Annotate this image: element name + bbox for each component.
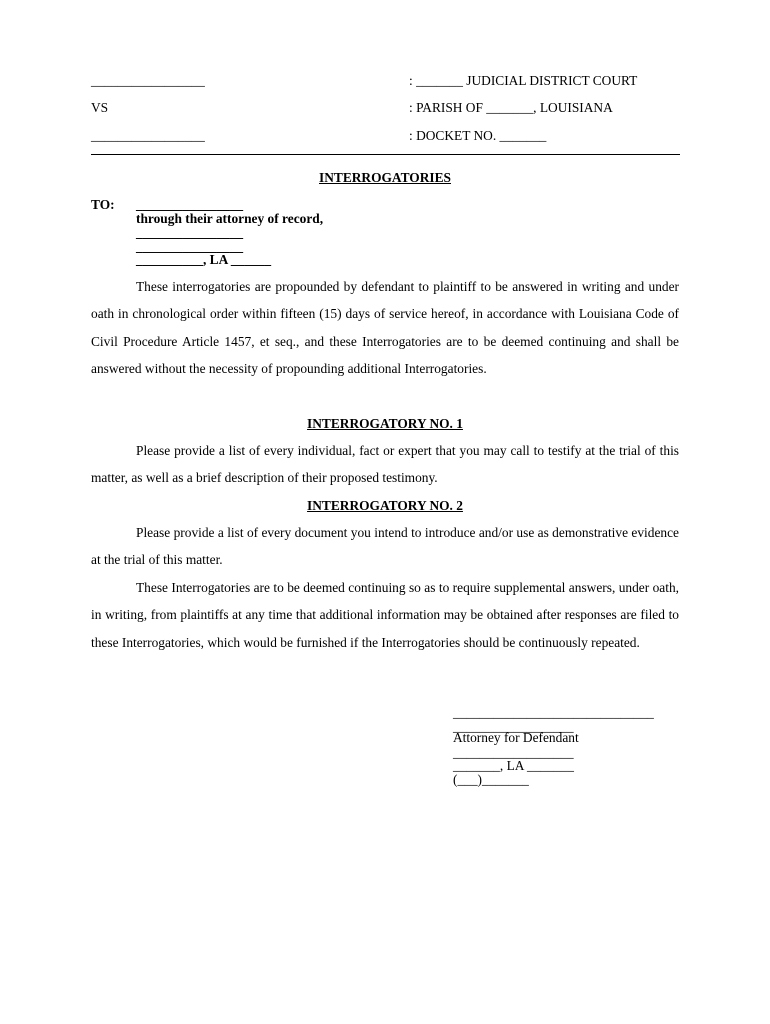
to-line-1: ________________: [136, 197, 244, 212]
document-title: INTERROGATORIES: [319, 170, 451, 185]
closing-paragraph: These Interrogatories are to be deemed continuing so as to require supplemental answers, under oath, in writing, from plaintiffs at any time that additional information may be obtained after responses are filed to these Interrogatories, which would be furnished if the Interrogatories should be continuously repeated.: [91, 580, 679, 650]
interrogatory-2-text: Please provide a list of every document you intend to introduce and/or use as demonstrative evidence at the trial of this matter.: [91, 525, 679, 568]
to-line-4: ________________: [136, 239, 244, 254]
to-line-2: through their attorney of record,: [136, 211, 324, 226]
interrogatory-1-text: Please provide a list of every individual, fact or expert that you may call to testify at the trial of this matter, as well as a brief description of their proposed testimony.: [91, 443, 679, 486]
interrogatory-1-heading: INTERROGATORY NO. 1: [307, 416, 463, 431]
caption-court: : _______ JUDICIAL DISTRICT COURT: [409, 73, 638, 88]
signature-address-line: __________________: [453, 745, 574, 760]
caption-parish: : PARISH OF _______, LOUISIANA: [409, 100, 613, 115]
signature-name-line: __________________: [453, 719, 574, 734]
interrogatory-2-heading: INTERROGATORY NO. 2: [307, 498, 463, 513]
signature-city-line: _______, LA _______: [453, 758, 574, 773]
to-label: TO:: [91, 197, 115, 212]
caption-divider: [91, 154, 680, 155]
signature-line: ______________________________: [453, 705, 654, 720]
intro-paragraph: These interrogatories are propounded by defendant to plaintiff to be answered in writing and under oath in chronological order within fifteen (15) days of service hereof, in accordance with Louisiana Code of Civil Procedure Article 1457, et seq., and these Interrogatories are to be deemed continuing and shall be answered without the necessity of propounding additional Interrogatories.: [91, 279, 679, 376]
caption-left-blank-1: _________________: [91, 73, 205, 88]
signature-phone-line: (___)_______: [453, 772, 529, 787]
to-line-3: ________________: [136, 225, 244, 240]
caption-left-blank-2: _________________: [91, 128, 205, 143]
signature-title: Attorney for Defendant: [453, 730, 579, 745]
to-line-5: __________, LA ______: [136, 252, 272, 267]
caption-vs: VS: [91, 100, 109, 115]
caption-docket: : DOCKET NO. _______: [409, 128, 547, 143]
